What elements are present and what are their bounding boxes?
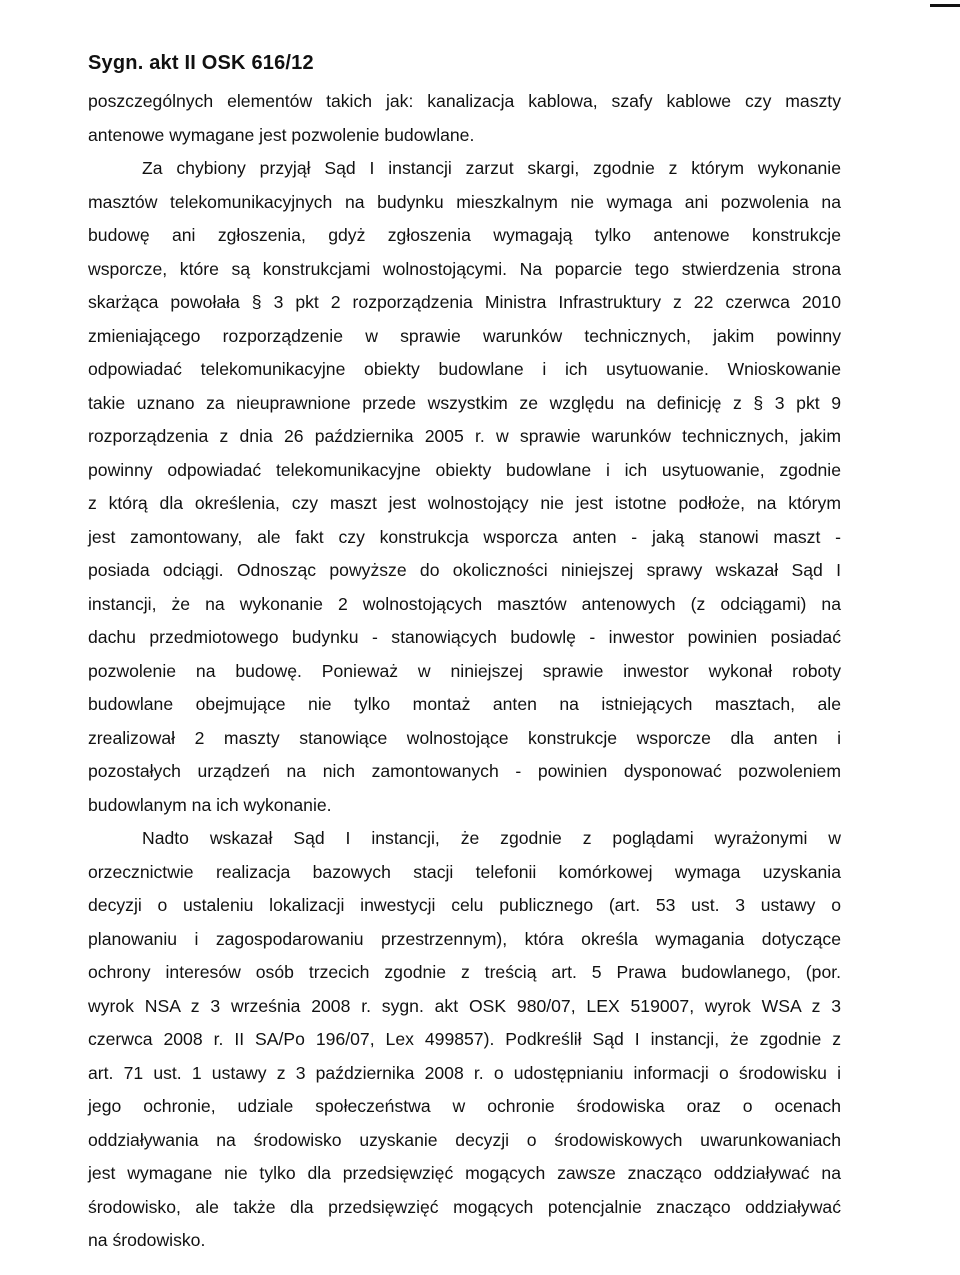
text-line: art. 71 ust. 1 ustawy z 3 października 2008 r. o udostępnianiu informacji o środowisku i <box>88 1062 841 1083</box>
text-line: rozporządzenia z dnia 26 października 2005 r. w sprawie warunków technicznych, jakim <box>88 426 841 446</box>
text-line: pozostałych urządzeń na nich zamontowanych - powinien dysponować pozwoleniem <box>88 761 841 781</box>
text-line: antenowe wymagane jest pozwolenie budowlane. <box>88 124 475 145</box>
text-line: na środowisko. <box>88 1230 206 1250</box>
text-line: odpowiadać telekomunikacyjne obiekty budowlane i ich usytuowanie. Wnioskowanie <box>88 359 841 379</box>
text-line: budowlane obejmujące nie tylko montaż anten na istniejących masztach, ale <box>88 694 841 714</box>
text-line: budowlanym na ich wykonanie. <box>88 794 332 815</box>
text-line: masztów telekomunikacyjnych na budynku mieszkalnym nie wymaga ani pozwolenia na <box>88 191 841 212</box>
text-line: zmieniającego rozporządzenie w sprawie warunków technicznych, jakim powinny <box>88 325 841 346</box>
text-line: planowaniu i zagospodarowaniu przestrzennym), która określa wymagania dotyczące <box>88 928 841 949</box>
text-line: jest zamontowany, ale fakt czy konstrukcja wsporcza anten - jaką stanowi maszt - <box>88 526 841 547</box>
text-line: instancji, że na wykonanie 2 wolnostojących masztów antenowych (z odciągami) na <box>88 593 841 614</box>
text-line: jest wymagane nie tylko dla przedsięwzięć mogących zawsze znacząco oddziaływać na <box>88 1163 841 1183</box>
text-line: poszczególnych elementów takich jak: kanalizacja kablowa, szafy kablowe czy maszty <box>88 91 841 111</box>
text-line: oddziaływania na środowisko uzyskanie decyzji o środowiskowych uwarunkowaniach <box>88 1129 841 1150</box>
text-line: czerwca 2008 r. II SA/Po 196/07, Lex 499857). Podkreślił Sąd I instancji, że zgodnie z <box>88 1029 841 1049</box>
text-line: decyzji o ustaleniu lokalizacji inwestycji celu publicznego (art. 53 ust. 3 ustawy o <box>88 895 841 915</box>
text-line: takie uznano za nieuprawnione przede wszystkim ze względu na definicję z § 3 pkt 9 <box>88 392 841 413</box>
body-text <box>88 85 841 1258</box>
text-line: pozwolenie na budowę. Ponieważ w niniejszej sprawie inwestor wykonał roboty <box>88 660 841 681</box>
case-signature: Sygn. akt II OSK 616/12 <box>88 52 314 74</box>
text-line: skarżąca powołała § 3 pkt 2 rozporządzenia Ministra Infrastruktury z 22 czerwca 2010 <box>88 292 841 312</box>
text-line: jego ochronie, udziale społeczeństwa w ochronie środowiska oraz o ocenach <box>88 1096 841 1116</box>
text-line: powinny odpowiadać telekomunikacyjne obiekty budowlane i ich usytuowanie, zgodnie <box>88 459 841 480</box>
text-line: zrealizował 2 maszty stanowiące wolnostojące konstrukcje wsporcze dla anten i <box>88 727 841 748</box>
text-line: wsporcze, które są konstrukcjami wolnostojącymi. Na poparcie tego stwierdzenia strona <box>88 258 841 279</box>
text-line: Nadto wskazał Sąd I instancji, że zgodnie z poglądami wyrażonymi w <box>142 828 841 848</box>
text-line: środowisko, ale także dla przedsięwzięć mogących potencjalnie znacząco oddziaływać <box>88 1196 841 1217</box>
text-line: Za chybiony przyjął Sąd I instancji zarzut skargi, zgodnie z którym wykonanie <box>142 158 841 178</box>
text-line: wyrok NSA z 3 września 2008 r. sygn. akt OSK 980/07, LEX 519007, wyrok WSA z 3 <box>88 995 841 1016</box>
text-line: orzecznictwie realizacja bazowych stacji telefonii komórkowej wymaga uzyskania <box>88 861 841 882</box>
text-line: budowę ani zgłoszenia, gdyż zgłoszenia wymagają tylko antenowe konstrukcje <box>88 225 841 245</box>
text-line: posiada odciągi. Odnosząc powyższe do okoliczności niniejszej sprawy wskazał Sąd I <box>88 560 841 580</box>
scan-corner-mark <box>930 4 960 7</box>
text-line: z którą dla określenia, czy maszt jest wolnostojący nie jest istotne podłoże, na którym <box>88 493 841 513</box>
text-line: dachu przedmiotowego budynku - stanowiących budowlę - inwestor powinien posiadać <box>88 627 841 647</box>
text-line: ochrony interesów osób trzecich zgodnie z treścią art. 5 Prawa budowlanego, (por. <box>88 962 841 982</box>
